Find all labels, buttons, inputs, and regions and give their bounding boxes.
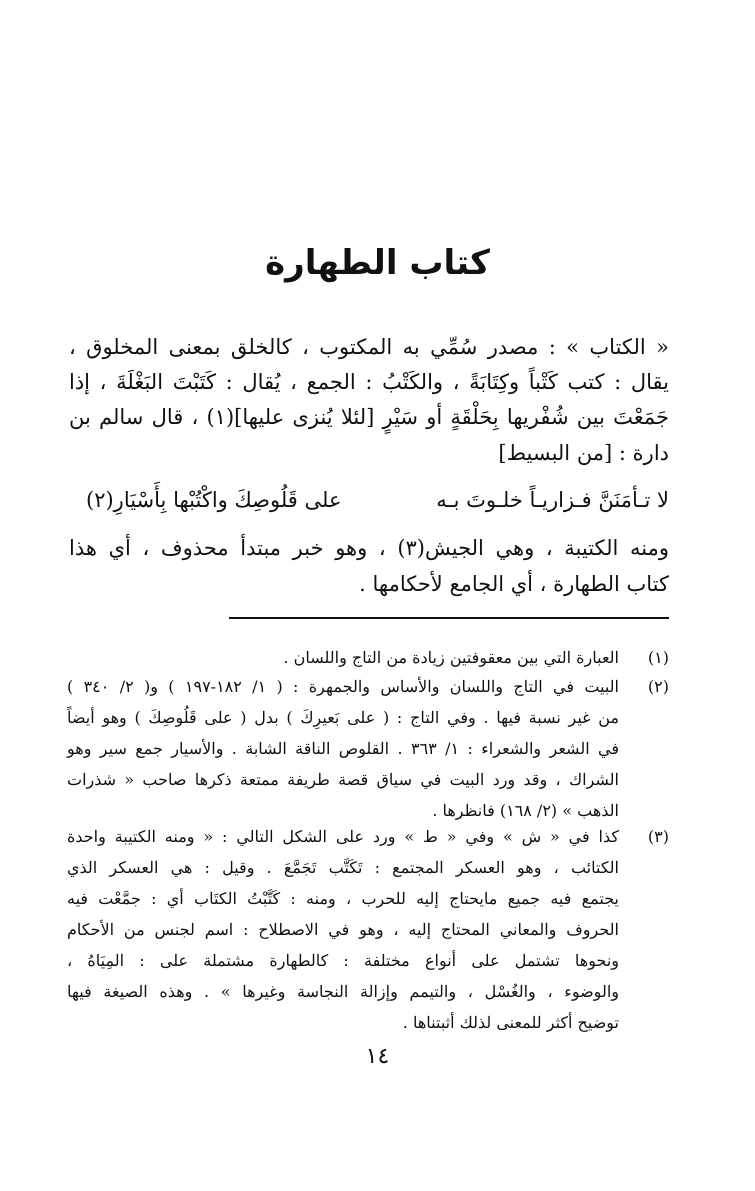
body-line: كتاب الطهارة ، أي الجامع لأحكامها . <box>359 572 669 596</box>
footnote-line: توضيح أكثر للمعنى لذلك أثبتناها . <box>402 1013 619 1032</box>
footnote-number: (١) <box>647 648 669 667</box>
body-line: دارة : [من البسيط] <box>498 441 669 465</box>
chapter-title: كتاب الطهارة <box>265 243 490 283</box>
footnote-separator <box>229 617 669 619</box>
footnote-number: (٣) <box>647 827 669 846</box>
body-line: يقال : كتب كَتْباً وكِتَابَةً ، والكَتْبُ : الجمع ، يُقال : كَتَبْتَ البَغْلَةَ ، إذا <box>69 370 669 394</box>
footnote-line: الحروف والمعاني المحتاج إليه ، وهو في الاصطلاح : اسم لجنس من الأحكام <box>67 920 619 939</box>
footnote-line: الذهب » (٢/ ١٦٨) فانظرها . <box>432 801 619 820</box>
footnote-line: والوضوء ، والغُسْل ، والتيمم وإزالة النجاسة وغيرها » . وهذه الصيغة فيها <box>67 982 619 1001</box>
poem-first-hemistich: لا تـأمَنَنَّ فـزاريـاً خلـوتَ بـه <box>436 488 669 512</box>
footnote-line: الكتائب ، وهو العسكر المجتمع : تَكَتَّب تَجَمَّعَ . وقيل : هي العسكر الذي <box>67 858 619 877</box>
body-line: جَمَعْتَ بين شُفْريها بِحَلْقَةٍ أو سَيْرٍ [لئلا يُنزى عليها](١) ، قال سالم بن <box>69 405 669 429</box>
footnote-line: البيت في التاج واللسان والأساس والجمهرة : ( ١/ ١٨٢-١٩٧ ) و( ٢/ ٣٤٠ ) <box>67 677 619 696</box>
body-line: « الكتاب » : مصدر سُمِّي به المكتوب ، كالخلق بمعنى المخلوق ، <box>69 335 669 359</box>
footnote-line: الشراك ، وقد ورد البيت في سياق قصة طريفة ممتعة ذكرها صاحب « شذرات <box>67 770 619 789</box>
body-line: ومنه الكتيبة ، وهي الجيش(٣) ، وهو خبر مبتدأ محذوف ، أي هذا <box>69 536 670 560</box>
footnote-line: ونحوها تشتمل على أنواع مختلفة : كالطهارة مشتملة على : المِيَاهُ ، <box>67 951 619 970</box>
footnote-line: في الشعر والشعراء : ١/ ٣٦٣ . القلوص الناقة الشابة . والأسيار جمع سير وهو <box>67 739 620 758</box>
poem-second-hemistich: على قَلُوصِكَ واكْتُبْها بِأَسْيَارِ(٢) <box>86 488 342 512</box>
footnote-line: من غير نسبة فيها . وفي التاج : ( على بَعيرِكَ ) بدل ( على قَلُوصِكَ ) وهو أيضاً <box>67 708 619 727</box>
footnote-number: (٢) <box>647 677 669 696</box>
page-number: ١٤ <box>365 1044 390 1069</box>
footnote-line: كذا في « ش » وفي « ط » ورد على الشكل التالي : « ومنه الكتيبة واحدة <box>67 827 619 846</box>
footnote-line: العبارة التي بين معقوفتين زيادة من التاج واللسان . <box>283 648 619 667</box>
footnote-line: يجتمع فيه جميع مايحتاج إليه للحرب ، ومنه : كَتَّبْتُ الكتَاب أي : جمَّعْت فيه <box>67 889 619 908</box>
